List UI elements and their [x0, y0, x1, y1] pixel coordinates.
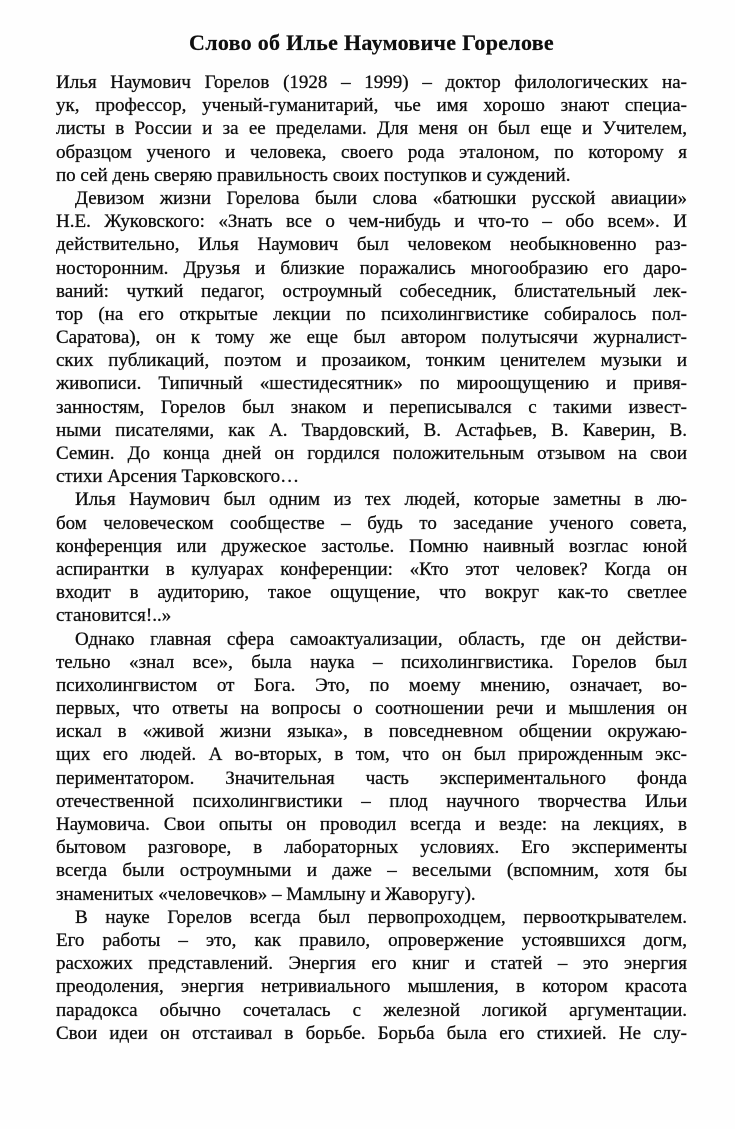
- text-line: аспирантки в кулуарах конференции: «Кто этот человек? Когда он: [56, 558, 687, 580]
- text-line: Илья Наумович Горелов (1928 – 1999) – доктор филологических на-: [56, 72, 687, 93]
- text-line: Наумовича. Свои опыты он проводил всегда и везде: на лекциях, в: [56, 814, 687, 835]
- text-line: тор (на его открытые лекции по психолингвистике собиралось пол-: [56, 303, 687, 325]
- text-line: Его работы – это, как правило, опровержение устоявшихся догм,: [56, 929, 687, 951]
- text-line: по сей день сверяю правильность своих поступков и суждений.: [56, 164, 571, 186]
- text-line: преодоления, энергия нетривиального мышления, в котором красота: [56, 976, 687, 998]
- text-line: стихи Арсения Тарковского…: [56, 466, 300, 488]
- paragraph: [56, 628, 687, 906]
- text-line: ваний: чуткий педагог, остроумный собеседник, блистательный лек-: [56, 280, 687, 302]
- text-line: входит в аудиторию, такое ощущение, что вокруг как-то светлее: [56, 582, 687, 604]
- text-line: Девизом жизни Горелова были слова «батюшки русской авиации»: [75, 187, 687, 209]
- text-line: Семин. До конца дней он гордился положительным отзывом на свои: [56, 443, 687, 464]
- text-line: образцом ученого и человека, своего рода эталоном, по которому я: [56, 141, 687, 163]
- text-line: В науке Горелов всегда был первопроходцем, первооткрывателем.: [75, 906, 687, 928]
- text-line: первых, что ответы на вопросы о соотношении речи и мышления он: [56, 698, 687, 720]
- paragraph: [56, 906, 687, 1045]
- text-line: действительно, Илья Наумович был человеком необыкновенно раз-: [56, 234, 687, 256]
- page-title: Слово об Илье Наумовиче Горелове: [189, 30, 554, 55]
- text-line: периментатором. Значительная часть экспериментального фонда: [56, 767, 687, 789]
- paragraph: [56, 187, 687, 488]
- text-line: носторонним. Друзья и близкие поражались многообразию его даро-: [56, 257, 687, 279]
- text-line: расхожих представлений. Энергия его книг и статей – это энергия: [56, 953, 687, 975]
- text-line: ук, профессор, ученый-гуманитарий, чье имя хорошо знают специа-: [56, 95, 687, 117]
- text-line: бытовом разговоре, в лабораторных условиях. Его эксперименты: [56, 837, 687, 859]
- text-line: живописи. Типичный «шестидесятник» по мироощущению и привя-: [56, 373, 687, 395]
- text-line: знаменитых «человечков» – Мамлыну и Жаворугу).: [56, 883, 476, 905]
- text-line: искал в «живой жизни языка», в повседневном общении окружаю-: [56, 721, 687, 743]
- text-line: Саратова), он к тому же еще был автором полутысячи журналист-: [56, 327, 687, 349]
- document-body: [0, 71, 735, 1045]
- text-line: занностям, Горелов был знаком и переписывался с такими извест-: [56, 396, 687, 418]
- text-line: Илья Наумович был одним из тех людей, которые заметны в лю-: [75, 489, 687, 511]
- text-line: парадокса обычно сочеталась с железной логикой аргументации.: [56, 999, 687, 1021]
- text-line: щих его людей. А во-вторых, в том, что он был прирожденным экс-: [56, 744, 687, 766]
- text-line: конференция или дружеское застолье. Помню наивный возглас юной: [56, 535, 687, 557]
- text-line: психолингвистом от Бога. Это, по моему мнению, означает, во-: [56, 674, 687, 696]
- text-line: Н.Е. Жуковского: «Знать все о чем-нибудь и что-то – обо всем». И: [56, 211, 687, 233]
- text-line: листы в России и за ее пределами. Для меня он был еще и Учителем,: [56, 118, 687, 140]
- text-line: становится!..»: [56, 605, 172, 627]
- paragraph: [56, 71, 687, 187]
- text-line: ских публикаций, поэтом и прозаиком, тонким ценителем музыки и: [56, 350, 687, 372]
- text-line: бом человеческом сообществе – будь то заседание ученого совета,: [56, 512, 687, 534]
- paragraph: [56, 488, 687, 627]
- text-line: отечественной психолингвистики – плод научного творчества Ильи: [56, 790, 687, 812]
- text-line: Свои идеи он отстаивал в борьбе. Борьба была его стихией. Не слу-: [56, 1022, 687, 1044]
- text-line: тельно «знал все», была наука – психолингвистика. Горелов был: [56, 651, 687, 673]
- text-line: Однако главная сфера самоактуализации, область, где он действи-: [75, 628, 687, 650]
- text-line: всегда были остроумными и даже – веселыми (вспомним, хотя бы: [56, 860, 687, 882]
- text-line: ными писателями, как А. Твардовский, В. Астафьев, В. Каверин, В.: [56, 419, 687, 441]
